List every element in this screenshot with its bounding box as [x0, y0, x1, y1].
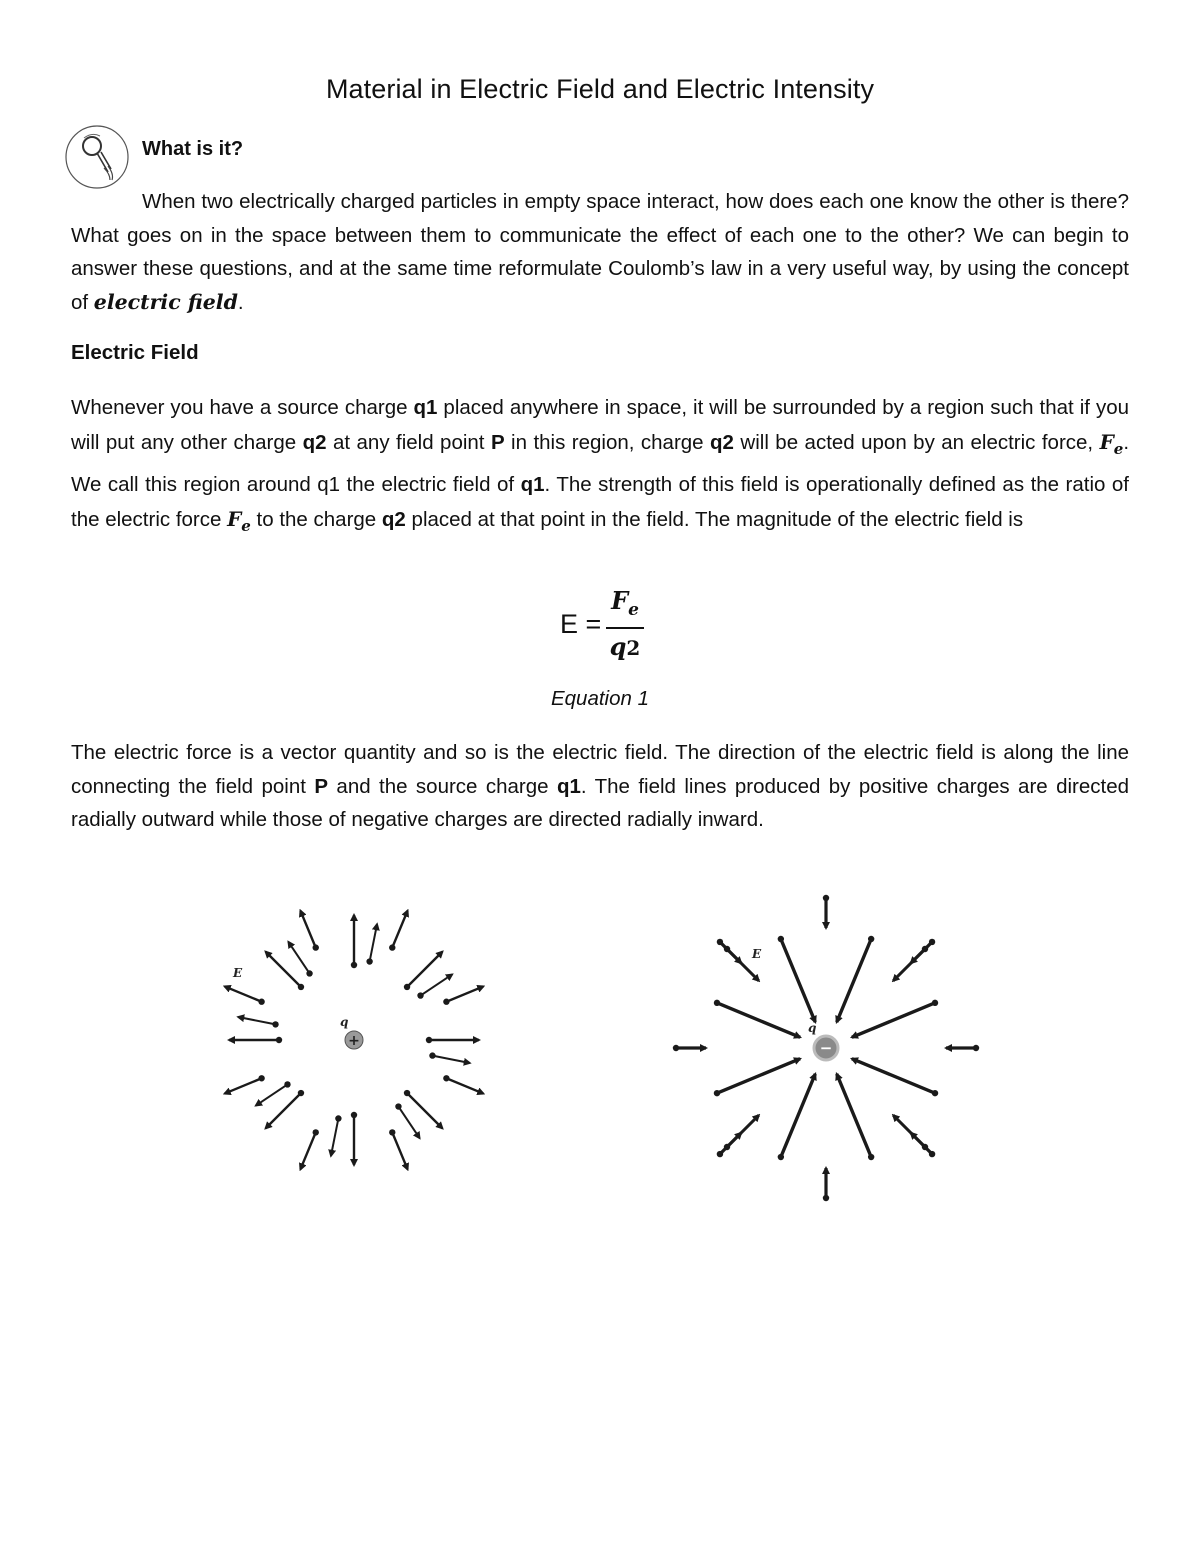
positive-field-arrow-15: [446, 986, 483, 1001]
svg-text:+: +: [348, 1033, 360, 1049]
negative-field-arrow-9: [837, 1074, 871, 1157]
positive-field-arrow-9: [392, 1132, 407, 1169]
positive-field-arrow-tail: [335, 1115, 341, 1121]
svg-text:−: −: [819, 1039, 833, 1057]
positive-field-arrow-tail: [272, 1021, 278, 1027]
positive-field-arrow-tail: [313, 944, 319, 950]
positive-field-arrow-3: [266, 1093, 301, 1128]
negative-field-arrow-tail: [778, 1154, 784, 1160]
negative-field-arrow-17: [727, 1115, 759, 1147]
negative-field-arrow-tail: [823, 895, 829, 901]
positive-field-arrow-12: [225, 986, 262, 1001]
positive-field-arrow-tail: [404, 984, 410, 990]
force-symbol: $F_e$: [1099, 430, 1124, 458]
positive-charge: [345, 1031, 363, 1049]
positive-field-arrow-tail: [404, 1090, 410, 1096]
field-lines-figure: [0, 880, 1200, 1220]
negative-field-arrow-tail: [717, 1151, 723, 1157]
negative-field-arrow-tail: [714, 1000, 720, 1006]
equation-denominator: q2: [609, 631, 641, 661]
negative-field-arrow-tail: [932, 1090, 938, 1096]
positive-field-arrow-7: [407, 952, 442, 987]
positive-field-arrow-tail: [284, 1081, 290, 1087]
positive-field-arrow-23: [421, 974, 453, 995]
negative-field-arrow-tail: [868, 936, 874, 942]
positive-field-arrow-19: [256, 1084, 288, 1105]
positive-field-arrow-13: [300, 911, 315, 948]
negative-field-arrow-tail: [929, 939, 935, 945]
positive-field-arrow-tail: [276, 1037, 282, 1043]
positive-field-arrow-21: [288, 942, 309, 974]
positive-field-arrow-tail: [258, 999, 264, 1005]
positive-field-arrow-tail: [366, 958, 372, 964]
positive-field-arrow-18: [331, 1118, 338, 1155]
negative-field-arrow-tail: [673, 1045, 679, 1051]
definition-paragraph: Whenever you have a source charge q1 placed anywhere in space, it will be surrounded by a region such that if you will put any other charge q2 at any field point P in this region, charge q2 will be acted upon by an electric force, $F_e$. We call this region around q1 the electric field of q1. The strength of this field is operationally defined as the ratio of the electric force $F_e$ to the charge q2 placed at that point in the field. The magnitude of the electric field is: [71, 396, 1130, 535]
negative-field-arrow-15: [852, 1003, 935, 1037]
negative-field-arrow-tail: [724, 1144, 730, 1150]
what-is-it-heading: What is it?: [142, 138, 244, 160]
positive-field-arrow-tail: [389, 944, 395, 950]
positive-charge-label: q: [340, 1015, 349, 1029]
page-title: Material in Electric Field and Electric Intensity: [325, 74, 875, 104]
positive-field-arrow-tail: [429, 1052, 435, 1058]
positive-field-arrow-11: [225, 1078, 262, 1093]
positive-field-arrow-tail: [313, 1129, 319, 1135]
positive-field-arrow-tail: [443, 1075, 449, 1081]
electric-field-term: electric field: [93, 289, 238, 314]
negative-field-arrow-tail: [714, 1090, 720, 1096]
negative-field-arrow-8: [852, 1059, 935, 1093]
positive-field-arrow-tail: [417, 992, 423, 998]
negative-field-arrow-tail: [823, 1195, 829, 1201]
section-heading: Electric Field: [71, 341, 199, 364]
positive-field-arrow-tail: [306, 970, 312, 976]
positive-field-arrow-17: [398, 1107, 419, 1139]
negative-charge-label: q: [808, 1021, 817, 1035]
negative-field-arrow-tail: [932, 1000, 938, 1006]
negative-field-arrow-13: [781, 939, 815, 1022]
positive-field-arrow-tail: [426, 1037, 432, 1043]
positive-field-arrow-16: [432, 1056, 469, 1063]
negative-field-arrow-10: [781, 1074, 815, 1157]
negative-field-arrow-14: [837, 939, 871, 1022]
positive-field-arrow-tail: [389, 1129, 395, 1135]
negative-field-arrow-tail: [778, 936, 784, 942]
negative-field-arrow-16: [893, 1115, 925, 1147]
negative-field-arrow-tail: [973, 1045, 979, 1051]
positive-field-arrow-tail: [351, 1112, 357, 1118]
positive-field-arrow-tail: [258, 1075, 264, 1081]
positive-field-arrow-10: [300, 1132, 315, 1169]
equation-caption: Equation 1: [550, 687, 650, 710]
negative-field-arrow-11: [717, 1059, 800, 1093]
positive-field-arrow-tail: [443, 999, 449, 1005]
fraction-bar: [606, 627, 644, 629]
equation-fraction: [606, 586, 644, 664]
negative-field-arrow-tail: [922, 1144, 928, 1150]
negative-field-label: E: [752, 947, 762, 961]
negative-field-arrow-12: [717, 1003, 800, 1037]
negative-field-arrow-tail: [929, 1151, 935, 1157]
positive-field-arrow-14: [392, 911, 407, 948]
positive-field-label: E: [233, 966, 243, 980]
negative-charge: [814, 1036, 838, 1060]
positive-field-arrow-1: [407, 1093, 442, 1128]
positive-field-arrow-5: [266, 952, 301, 987]
positive-field-arrow-8: [446, 1078, 483, 1093]
negative-field-arrow-tail: [868, 1154, 874, 1160]
negative-field-arrow-tail: [717, 939, 723, 945]
positive-field-arrow-tail: [298, 984, 304, 990]
positive-field-arrow-20: [238, 1017, 275, 1024]
positive-field-arrow-22: [370, 924, 377, 961]
positive-field-arrow-tail: [395, 1103, 401, 1109]
positive-field-arrow-tail: [351, 962, 357, 968]
positive-field-arrow-tail: [298, 1090, 304, 1096]
magnifier-icon: [64, 124, 130, 190]
negative-field-arrow-19: [893, 949, 925, 981]
negative-field-arrow-tail: [724, 946, 730, 952]
equation-numerator: $F_e$: [611, 586, 639, 620]
intro-paragraph: When two electrically charged particles in empty space interact, how does each one know the other is there? What goes on in the space between them to communicate the effect of each one to the other? We can begin to answer these questions, and at the same time reformulate Coulomb’s law in a very useful way, by using the concept of electric field.: [71, 190, 1129, 314]
direction-paragraph: The electric force is a vector quantity and so is the electric field. The direction of the electric field is along the line connecting the field point P and the source charge q1. The field lines produced by positive charges are directed radially outward while those of negative charges are directed radially inward.: [71, 741, 1130, 831]
force-symbol: $F_e$: [227, 507, 251, 535]
equation-lhs: E =: [560, 609, 602, 639]
negative-field-arrow-tail: [922, 946, 928, 952]
